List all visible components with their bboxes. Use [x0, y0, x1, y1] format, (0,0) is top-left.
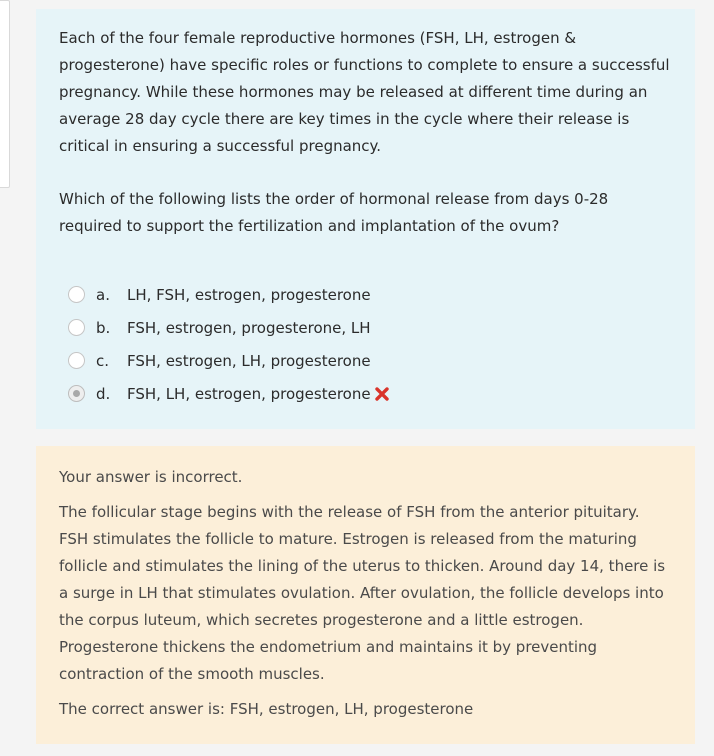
- answer-text: FSH, estrogen, progesterone, LH: [127, 318, 371, 337]
- red-x-icon-glyph: [375, 387, 389, 401]
- radio-d-selected[interactable]: [68, 385, 85, 402]
- feedback-explanation: The follicular stage begins with the release of FSH from the anterior pituitary. FSH stimulates the follicle to mature. Estrogen is released from the maturing follicle and stimulates the lining of the uterus to thicken. Around day 14, there is a surge in LH that stimulates ovulation. After ovulation, the follicle develops into the corpus luteum, which secretes progesterone and a little estrogen. Progesterone thickens the endometrium and maintains it by preventing contraction of the smooth muscles.: [59, 503, 666, 683]
- answer-letter: b.: [96, 318, 111, 337]
- radio-c[interactable]: [68, 352, 85, 369]
- answer-option-d[interactable]: [68, 377, 673, 410]
- side-panel-edge: [0, 0, 10, 188]
- answer-text: LH, FSH, estrogen, progesterone: [127, 285, 371, 304]
- correct-answer-text: The correct answer is: FSH, estrogen, LH, progesterone: [59, 700, 474, 718]
- answer-letter: a.: [96, 285, 110, 304]
- question-prompt: Which of the following lists the order of hormonal release from days 0-28 required to support the fertilization and implantation of the ovum?: [59, 190, 609, 235]
- answer-option-b[interactable]: [68, 311, 673, 344]
- answer-letter: d.: [96, 384, 111, 403]
- answer-option-c[interactable]: [68, 344, 673, 377]
- answer-text: FSH, estrogen, LH, progesterone: [127, 351, 371, 370]
- question-panel: [36, 9, 695, 429]
- feedback-status: Your answer is incorrect.: [59, 468, 243, 486]
- answer-list: [59, 278, 673, 410]
- radio-a[interactable]: [68, 286, 85, 303]
- question-intro: Each of the four female reproductive hormones (FSH, LH, estrogen & progesterone) have specific roles or functions to complete to ensure a successful pregnancy. While these hormones may be released at different time during an average 28 day cycle there are key times in the cycle where their release is critical in ensuring a successful pregnancy.: [59, 29, 670, 155]
- answer-text: FSH, LH, estrogen, progesterone: [127, 384, 371, 403]
- red-x-icon: [375, 387, 389, 401]
- feedback-panel: [36, 446, 695, 744]
- answer-option-a[interactable]: [68, 278, 673, 311]
- radio-b[interactable]: [68, 319, 85, 336]
- answer-letter: c.: [96, 351, 110, 370]
